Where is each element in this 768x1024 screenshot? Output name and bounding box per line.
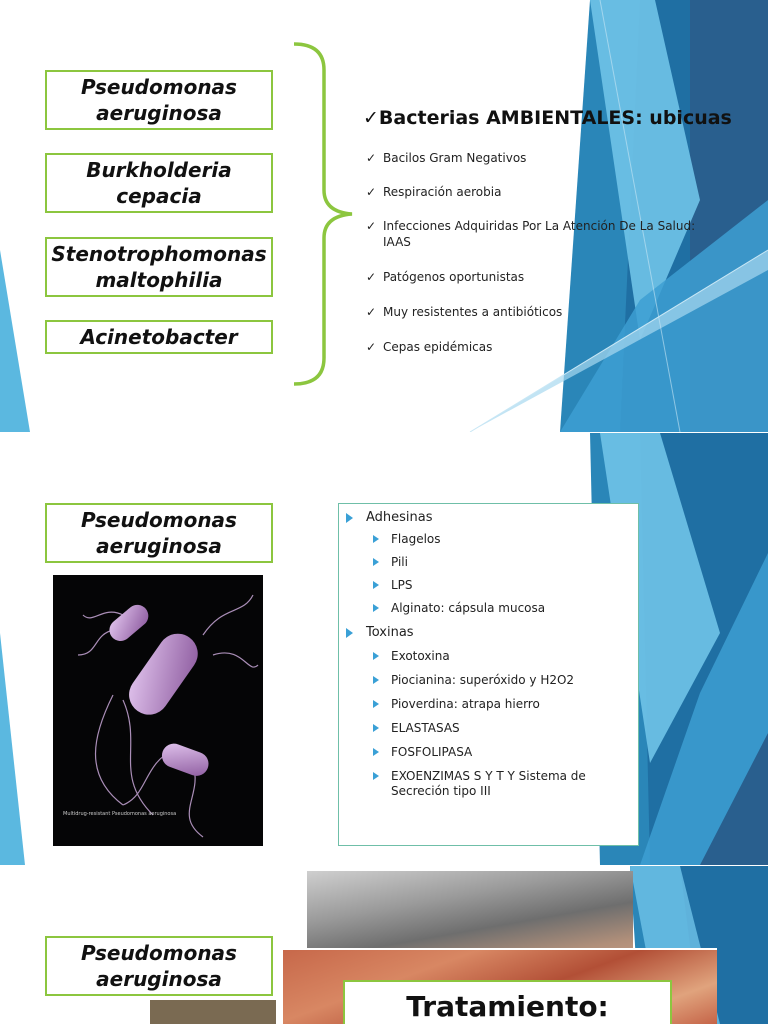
bullet-triangle-icon	[373, 558, 379, 566]
check-icon: ✓	[366, 340, 377, 354]
list-item-text: Pili	[391, 555, 408, 569]
list-item-text: Piocianina: superóxido y H2O2	[391, 673, 575, 687]
slide-1-heading	[363, 107, 732, 129]
list-item	[339, 532, 638, 547]
list-item	[339, 697, 638, 712]
list-item-text: Cepas epidémicas	[383, 340, 493, 354]
list-item	[339, 624, 638, 641]
treatment-title-text: Tratamiento:	[406, 990, 609, 1023]
bacteria-image	[53, 575, 263, 846]
box-burkholderia	[45, 153, 273, 213]
list-item	[339, 721, 638, 736]
slide-3	[0, 866, 768, 1024]
check-icon: ✓	[366, 185, 377, 199]
curly-brace	[290, 40, 360, 390]
list-item	[339, 769, 638, 799]
list-item-text: Pioverdina: atrapa hierro	[391, 697, 540, 711]
list-item	[366, 339, 726, 355]
heading-check-mark: ✓	[363, 107, 379, 129]
box-pseudomonas-label: Pseudomonas aeruginosa	[81, 75, 237, 125]
group-label-toxinas: Toxinas	[366, 625, 414, 640]
list-item-text: Muy resistentes a antibióticos	[383, 305, 563, 319]
list-item-text: FOSFOLIPASA	[391, 745, 473, 759]
list-item	[366, 304, 726, 320]
list-item	[339, 578, 638, 593]
list-item-text: Alginato: cápsula mucosa	[391, 601, 546, 615]
box-acinetobacter	[45, 320, 273, 354]
box-stenotrophomonas-label: Stenotrophomonas maltophilia	[51, 242, 267, 292]
list-item	[339, 673, 638, 688]
list-item	[366, 269, 726, 285]
box-acinetobacter-label: Acinetobacter	[80, 325, 238, 349]
list-item	[339, 601, 638, 616]
check-icon: ✓	[366, 270, 377, 284]
check-icon: ✓	[366, 151, 377, 165]
list-item-text: Respiración aerobia	[383, 185, 502, 199]
box-pseudomonas-label: Pseudomonas aeruginosa	[81, 508, 237, 558]
image-caption: Multidrug-resistant Pseudomonas aeruginosa	[63, 811, 177, 817]
heading-text: Bacterias AMBIENTALES: ubicuas	[378, 107, 732, 129]
list-item-text: Infecciones Adquiridas Por La Atención De La Salud: IAAS	[383, 219, 696, 249]
bacteria-illustration	[53, 575, 263, 846]
group-label-adhesinas: Adhesinas	[366, 510, 433, 525]
bullet-triangle-icon	[346, 513, 353, 523]
slide-1	[0, 0, 768, 432]
box-pseudomonas	[45, 70, 273, 130]
list-item	[339, 649, 638, 664]
list-item	[366, 218, 726, 250]
bullet-triangle-icon	[373, 772, 379, 780]
list-item	[339, 745, 638, 760]
bullet-triangle-icon	[373, 604, 379, 612]
list-item-text: Exotoxina	[391, 649, 450, 663]
box-pseudomonas-label: Pseudomonas aeruginosa	[81, 941, 237, 991]
list-item-text: EXOENZIMAS S Y T Y Sistema de Secreción tipo III	[391, 769, 586, 798]
bullet-triangle-icon	[373, 676, 379, 684]
characteristics-list	[366, 150, 726, 355]
bullet-triangle-icon	[373, 724, 379, 732]
box-stenotrophomonas	[45, 237, 273, 297]
slide-2	[0, 433, 768, 865]
box-pseudomonas	[45, 936, 273, 996]
bullet-triangle-icon	[373, 748, 379, 756]
list-item	[366, 150, 726, 166]
list-item-text: Bacilos Gram Negativos	[383, 151, 527, 165]
check-icon: ✓	[366, 219, 377, 233]
bullet-triangle-icon	[373, 700, 379, 708]
virulence-factors-panel	[338, 503, 639, 846]
box-burkholderia-label: Burkholderia cepacia	[86, 158, 232, 208]
list-item	[339, 509, 638, 526]
list-item-text: Flagelos	[391, 532, 441, 546]
treatment-title	[343, 980, 672, 1024]
list-item	[366, 184, 726, 200]
bullet-triangle-icon	[373, 652, 379, 660]
bullet-triangle-icon	[373, 581, 379, 589]
list-item	[339, 555, 638, 570]
check-icon: ✓	[366, 305, 377, 319]
bullet-triangle-icon	[346, 628, 353, 638]
bullet-triangle-icon	[373, 535, 379, 543]
list-item-text: LPS	[391, 578, 413, 592]
list-item-text: ELASTASAS	[391, 721, 460, 735]
box-pseudomonas	[45, 503, 273, 563]
list-item-text: Patógenos oportunistas	[383, 270, 525, 284]
